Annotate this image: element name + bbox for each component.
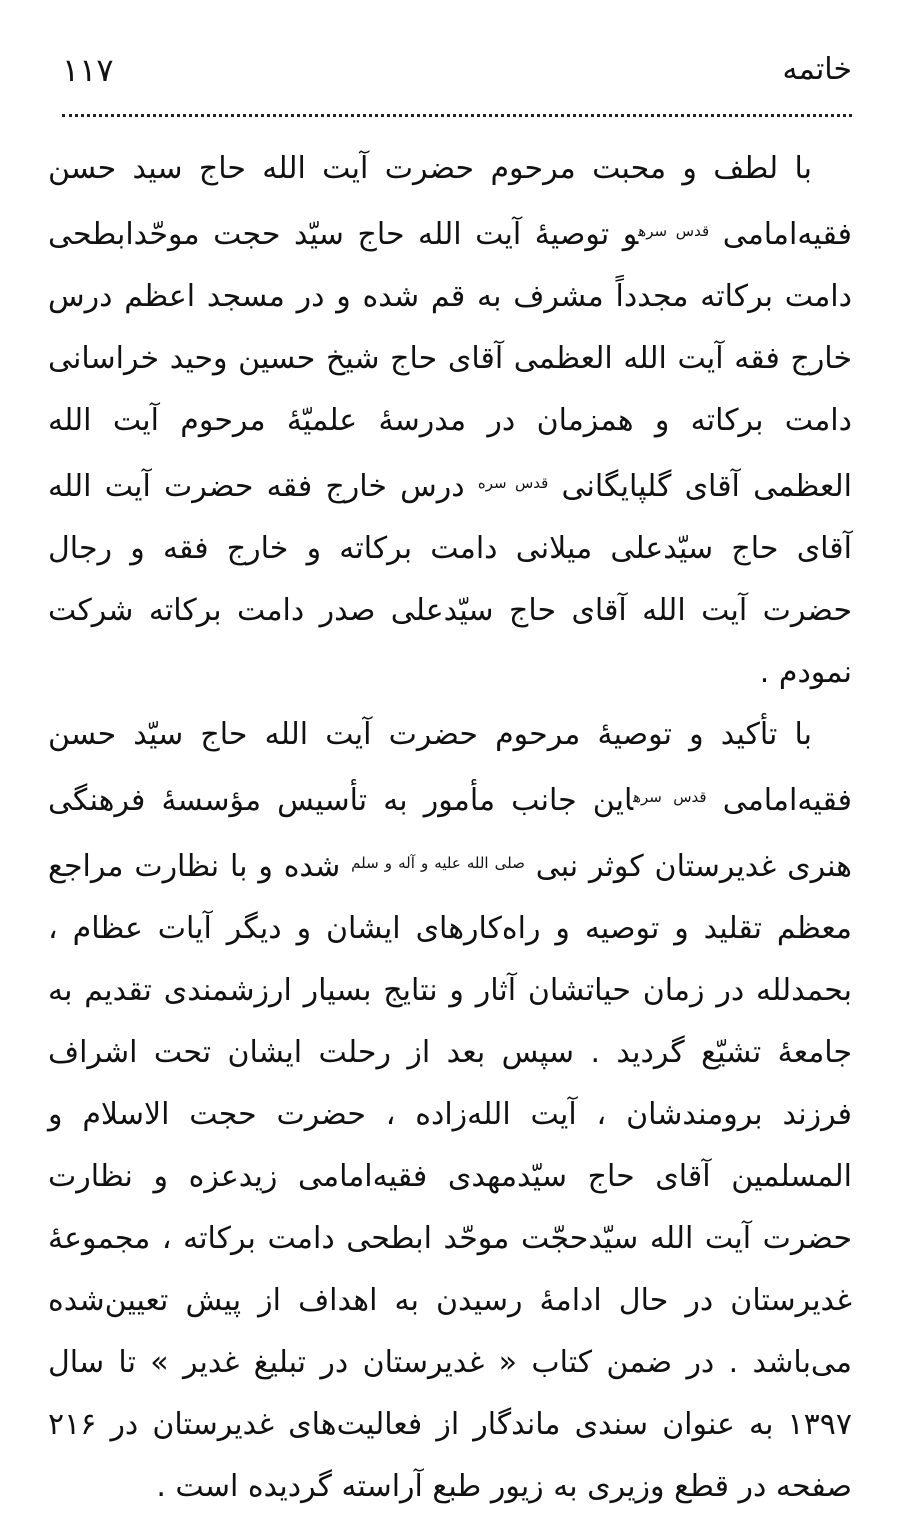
paragraph-1-part-3: درس خارج فقه حضرت آیت الله آقای حاج سیّدعلی میلانی دامت برکاته و خارج فقه و رجال حضرت آیت الله آقای حاج سیّدعلی صدر دامت برکاته شرکت نمودم . xyxy=(48,469,852,690)
paragraph-1 xyxy=(48,138,852,704)
page-header xyxy=(62,48,852,92)
honorific-quddisa-sirruh: قدس سره xyxy=(638,222,710,240)
paragraph-2 xyxy=(48,704,852,1518)
honorific-quddisa-sirruh: قدس سره xyxy=(477,474,549,492)
honorific-quddisa-sirruh: قدس سره xyxy=(633,788,707,806)
page-number: ۱۱۷ xyxy=(62,51,114,89)
header-divider xyxy=(62,114,852,117)
paragraph-2-part-2: این جانب مأمور به تأسیس مؤسسهٔ فرهنگی هنری غدیرستان کوثر نبی xyxy=(48,783,853,884)
paragraph-2-part-3: شده و با نظارت مراجع معظم تقلید و توصیه و راه‌کارهای ایشان و دیگر آیات عظام ، بحمدلله در زمان حیاتشان آثار و نتایج بسیار ارزشمندی تقدیم به جامعهٔ تشیّع گردید . سپس بعد از رحلت ایشان تحت اشراف فرزند برومندشان ، آیت الله‌زاده ، حضرت حجت الاسلام و المسلمین آقای حاج سیّدمهدی فقیه‌امامی زیدعزه و نظارت حضرت آیت الله سیّدحجّت موحّد ابطحی دامت برکاته ، مجموعهٔ غدیرستان در حال ادامهٔ رسیدن به اهداف از پیش تعیین‌شده می‌باشد . در ضمن کتاب « غدیرستان در تبلیغ غدیر » تا سال ۱۳۹۷ به عنوان سندی ماندگار از فعالیت‌های غدیرستان در ۲۱۶ صفحه در قطع وزیری به زیور طبع آراسته گردیده است . xyxy=(48,849,852,1504)
honorific-salawat: صلی الله علیه و آله و سلم xyxy=(351,854,525,872)
chapter-title: خاتمه xyxy=(782,52,852,87)
body-text xyxy=(48,138,852,1518)
paragraph-1-part-2: و توصیهٔ آیت الله حاج سیّد حجت موحّدابطحی دامت برکاته مجدداً مشرف به قم شده و در مسجد اعظم درس خارج فقه آیت الله العظمی آقای حاج شیخ حسین وحید خراسانی دامت برکاته و همزمان در مدرسهٔ علمیّهٔ مرحوم آیت الله العظمی آقای گلپایگانی xyxy=(48,217,852,504)
paragraph-2-part-1: با تأکید و توصیهٔ مرحوم حضرت آیت الله حاج سیّد حسن فقیه‌امامی xyxy=(48,717,852,818)
paragraph-1-part-1: با لطف و محبت مرحوم حضرت آیت الله حاج سید حسن فقیه‌امامی xyxy=(48,151,852,252)
